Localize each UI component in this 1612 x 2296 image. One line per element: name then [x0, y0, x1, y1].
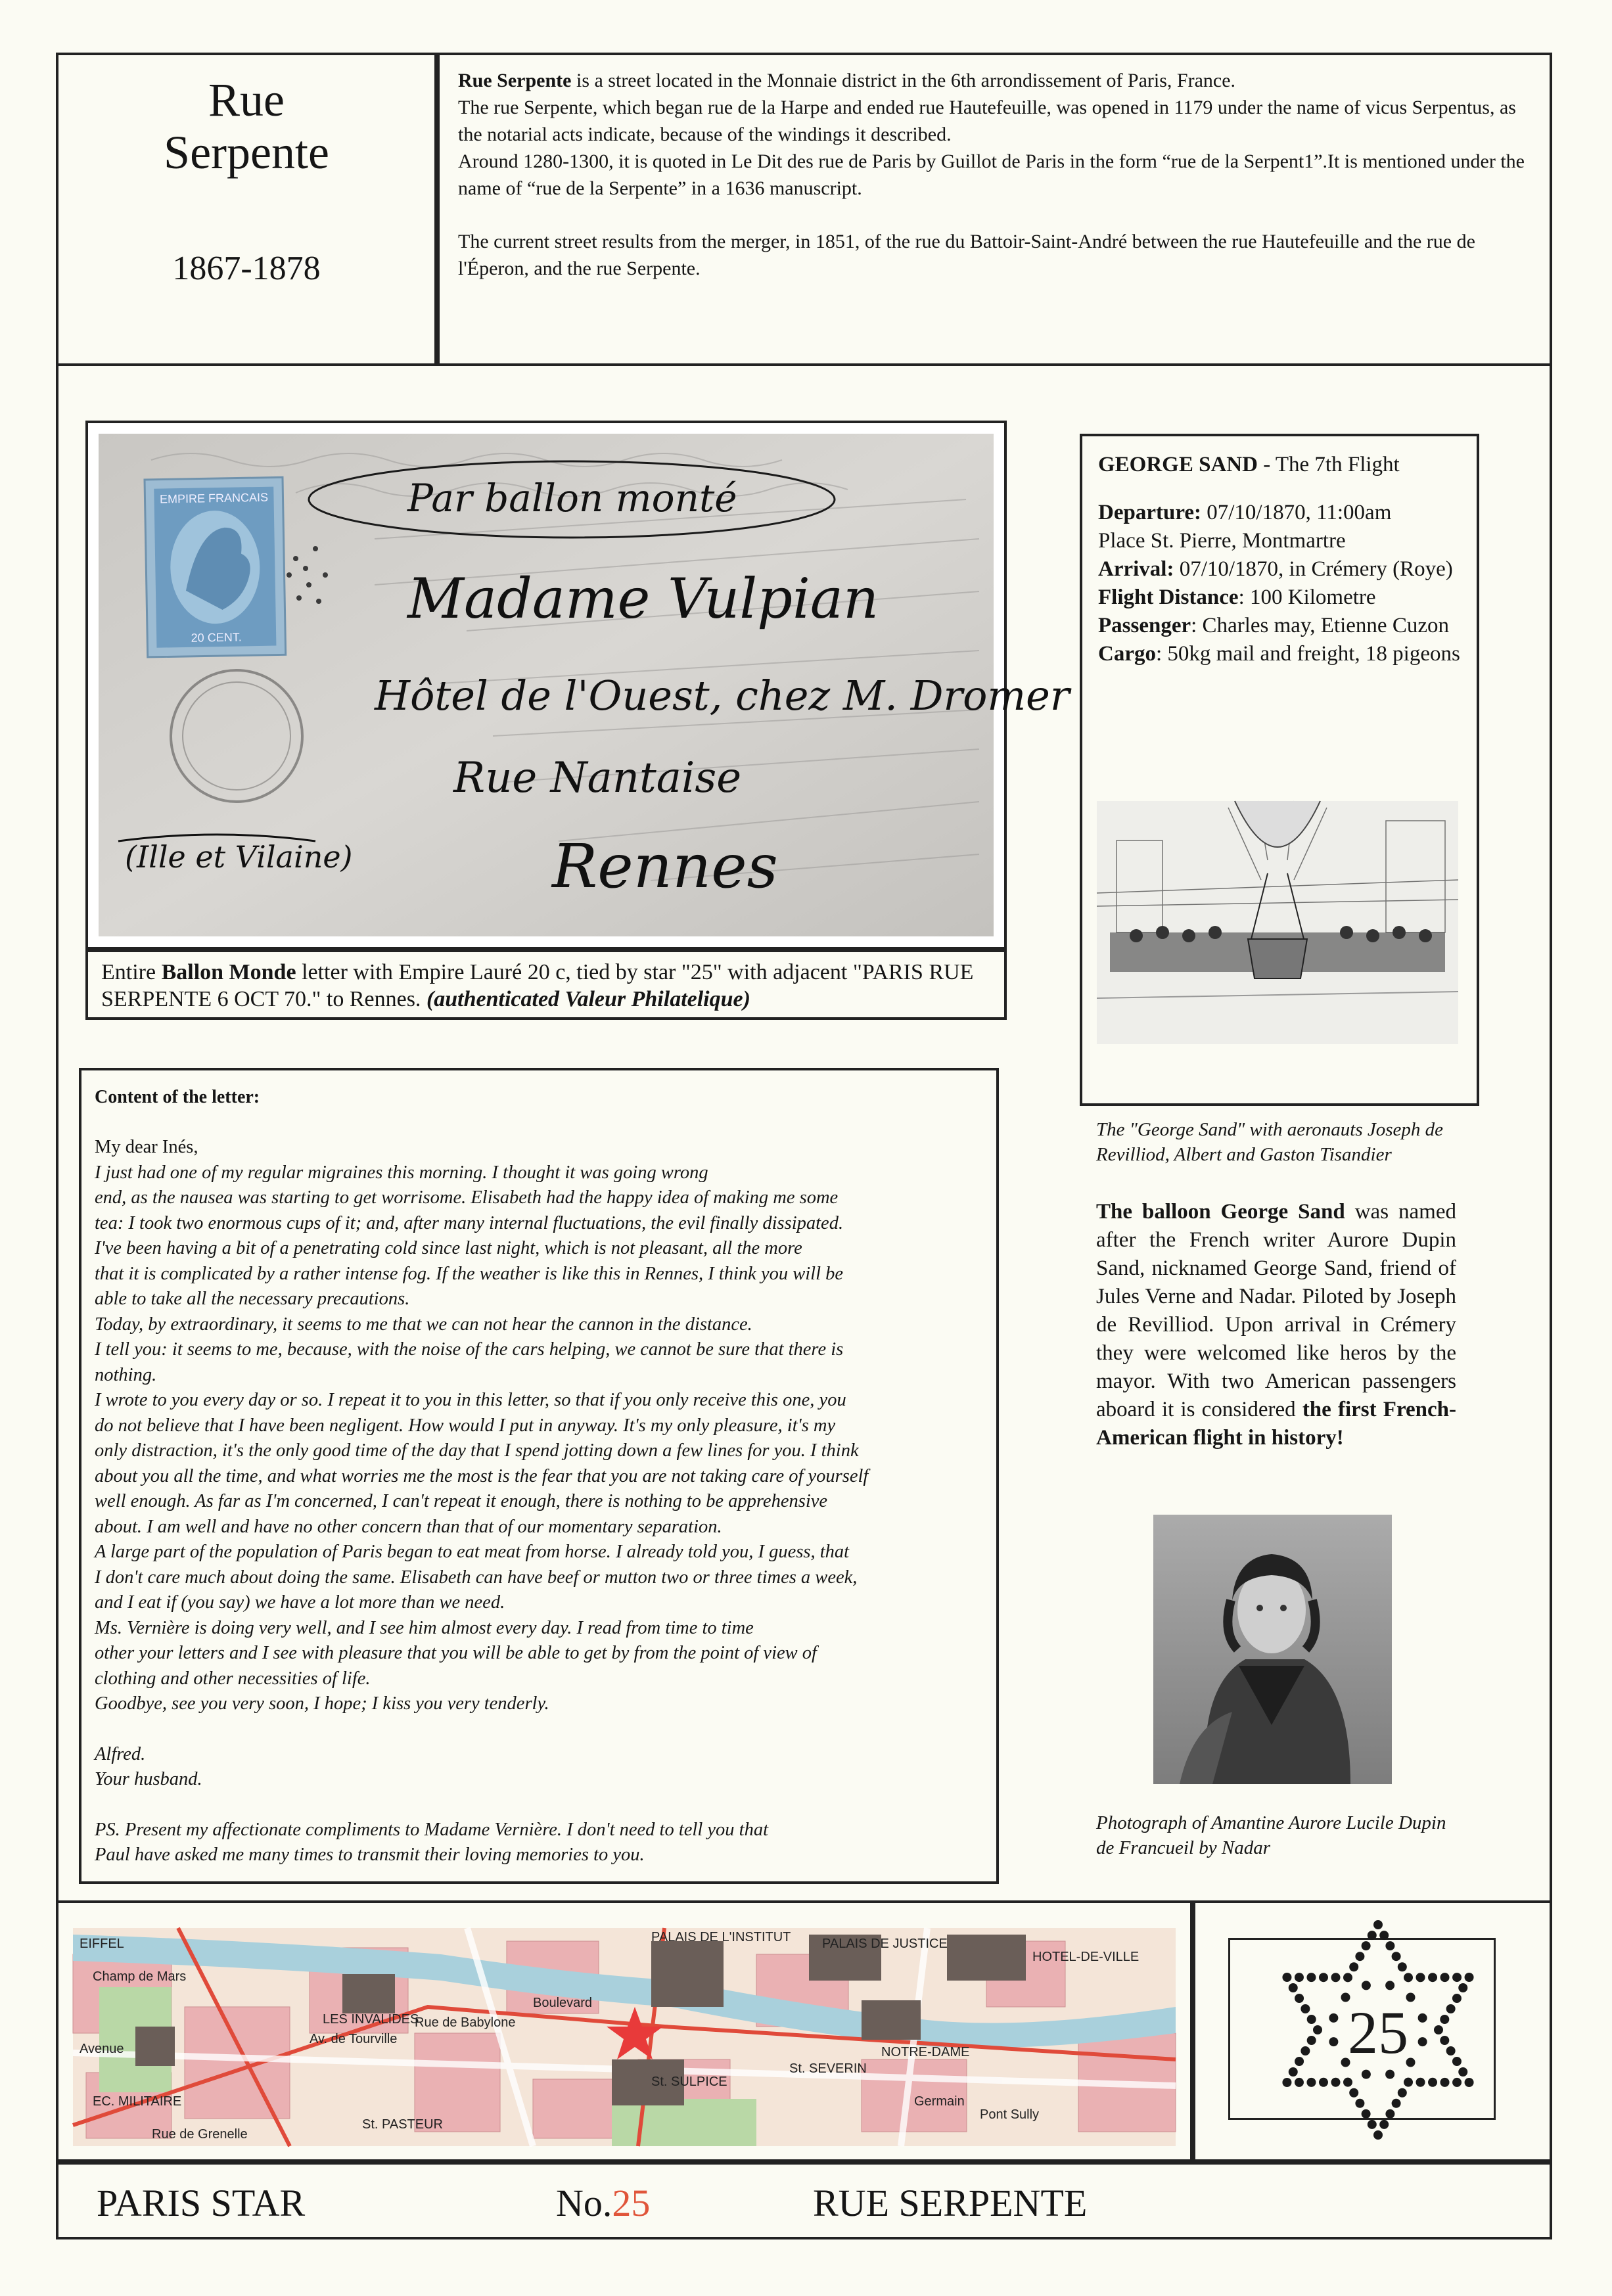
- star-dot: [1368, 2120, 1377, 2129]
- svg-text:St. PASTEUR: St. PASTEUR: [362, 2117, 443, 2132]
- star-dot: [1289, 2067, 1298, 2077]
- svg-text:EC. MILITAIRE: EC. MILITAIRE: [93, 2094, 182, 2109]
- svg-text:Par ballon monté: Par ballon monté: [407, 476, 737, 520]
- svg-text:HOTEL-DE-VILLE: HOTEL-DE-VILLE: [1032, 1950, 1140, 1964]
- star-dot: [1392, 2099, 1401, 2108]
- star-dot: [1452, 1994, 1462, 2003]
- intro-para-3: Around 1280-1300, it is quoted in Le Dit des rue de Paris by Guillot de Paris in the form “rue de la Serpent1”.It is mentioned under the name of “rue de la Serpente” in a 1636 manuscript.: [458, 150, 1525, 199]
- footer-number-value: 25: [612, 2182, 651, 2224]
- title-line-2: Serpente: [164, 126, 329, 179]
- star-dot: [1368, 1931, 1377, 1940]
- star-dot: [1307, 2015, 1316, 2024]
- star-dot: [1452, 2078, 1462, 2087]
- flight-cargo: Cargo: 50kg mail and freight, 18 pigeons: [1098, 642, 1460, 666]
- footer-bar: [56, 2162, 1552, 2239]
- star-dot: [1331, 2078, 1340, 2087]
- flight-info-box: [1080, 434, 1479, 1106]
- envelope-frame: [85, 421, 1070, 950]
- star-dot: [1355, 1952, 1364, 1961]
- footer-right: RUE SERPENTE: [813, 2182, 1088, 2224]
- svg-text:St. SEVERIN: St. SEVERIN: [789, 2061, 867, 2076]
- star-dot: [1458, 1983, 1467, 1992]
- stamp-icon: [145, 477, 286, 657]
- star-dot: [1289, 1983, 1298, 1992]
- intro-para-4: The current street results from the merger, in 1851, of the rue du Battoir-Saint-André between the rue Hautefeuille and the rue de l'Éperon, and the rue Serpente.: [458, 231, 1475, 279]
- star-dot: [1440, 1973, 1450, 1982]
- svg-text:EMPIRE FRANCAIS: EMPIRE FRANCAIS: [159, 490, 269, 506]
- letter-ps-2: Paul have asked me many times to transmit their loving memories to you.: [95, 1845, 645, 1865]
- footer-number: No.25: [556, 2182, 651, 2224]
- intro-street-name: Rue Serpente: [458, 70, 572, 91]
- star-dot: [1295, 1994, 1304, 2003]
- star-dot: [1440, 2015, 1449, 2024]
- star-cancel-icon: [1270, 1918, 1486, 2142]
- star-dot: [1319, 2078, 1328, 2087]
- svg-text:Rennes: Rennes: [552, 831, 778, 902]
- star-dot: [1331, 1973, 1340, 1982]
- star-dot: [1416, 2078, 1425, 2087]
- star-dot: [1446, 2046, 1456, 2055]
- george-sand-portrait: [1153, 1515, 1392, 1784]
- svg-text:Madame Vulpian: Madame Vulpian: [407, 566, 879, 631]
- star-dot: [1440, 2078, 1450, 2087]
- svg-text:Boulevard: Boulevard: [533, 1996, 593, 2010]
- envelope-image: [99, 434, 1070, 936]
- svg-text:Rue de Babylone: Rue de Babylone: [415, 2015, 516, 2030]
- letter-body: I just had one of my regular migraines this morning. I thought it was going wrong end, as the nausea was starting to get worrisome. Elisabeth had the happy idea of making me some tea: I took two enormous cups of it; and, after many internal fluctuations, the evil finally dissipated. I've been having a bit of a penetrating cold since last night, which is not pleasant, all the more that it is complicated by a rather intense fog. If the weather is like this in Rennes, I think you will be able to take all the necessary precautions. Today, by extraordinary, it seems to me that we can not hear the cannon in the distance. I tell you: it seems to me, because, with the noise of the cars helping, we cannot be sure that there is nothing. I wrote to you every day or so. I repeat it to you in this letter, so that if you only receive this one, you do not believe that I have been negligent. How would I put in anyway. It's my only pleasure, it's my only distraction, it's the only good time of the day that I spend jotting down a few lines for you. I think about you all the time, and what worries me the most is the fear that you are not taking care of yourself well enough. As far as I'm concerned, I can't repeat it enough, there is nothing to be apprehensive about. I am well and have no other concern than that of our momentary separation. A large part of the population of Paris began to eat meat from horse. I already told you, I guess, that I don't care much about doing the same. Elisabeth can have beef or mutton two or three times a week, and I eat if (you say) we have a lot more than we need. Ms. Vernière is doing very well, and I see him almost every day. I read from time to time other your letters and I see with pleasure that you will be able to get by from the point of view of clothing and other necessities of life. Goodbye, see you very soon, I hope; I kiss you very tenderly.: [95, 1162, 869, 1714]
- svg-text:(Ille et Vilaine): (Ille et Vilaine): [125, 839, 353, 875]
- star-dot: [1319, 1973, 1328, 1982]
- intro-box: [437, 53, 1552, 366]
- star-dot: [1306, 2078, 1316, 2087]
- star-dot: [1329, 2037, 1338, 2046]
- flight-departure-place: Place St. Pierre, Montmartre: [1098, 529, 1346, 553]
- star-dot: [1418, 2037, 1427, 2046]
- star-dot: [1301, 2046, 1310, 2055]
- svg-text:Av. de Tourville: Av. de Tourville: [310, 2032, 398, 2046]
- date-range: 1867-1878: [172, 250, 321, 287]
- star-dot: [1379, 1931, 1389, 1940]
- star-dot: [1349, 1962, 1358, 1971]
- svg-text:Rue de Grenelle: Rue de Grenelle: [152, 2127, 248, 2142]
- svg-text:PALAIS DE JUSTICE: PALAIS DE JUSTICE: [822, 1937, 948, 1951]
- star-dot: [1385, 1941, 1394, 1950]
- svg-text:Hôtel de l'Ouest, chez M. Drom: Hôtel de l'Ouest, chez M. Dromer: [375, 672, 1070, 720]
- star-dot: [1373, 1920, 1383, 1929]
- svg-text:PALAIS DE L'INSTITUT: PALAIS DE L'INSTITUT: [651, 1930, 791, 1944]
- letter-salutation: My dear Inés,: [95, 1137, 198, 1157]
- footer-left: PARIS STAR: [97, 2182, 306, 2224]
- star-dot: [1452, 2057, 1462, 2066]
- svg-text:25: 25: [1348, 1999, 1408, 2066]
- star-dot: [1418, 2013, 1427, 2023]
- svg-text:Champ de Mars: Champ de Mars: [93, 1969, 187, 1984]
- flight-passenger: Passenger: Charles may, Etienne Cuzon: [1098, 614, 1449, 637]
- star-dot: [1465, 2078, 1474, 2087]
- flight-title: GEORGE SAND - The 7th Flight: [1098, 453, 1400, 476]
- title-box: [56, 53, 437, 366]
- star-dot: [1404, 1973, 1413, 1982]
- star-dot: [1355, 2099, 1364, 2108]
- star-dot: [1307, 2036, 1316, 2045]
- intro-para-2: The rue Serpente, which began rue de la Harpe and ended rue Hautefeuille, was opened in 1179 under the name of vicus Serpentus, as the notarial acts indicate, because of the windings it described.: [458, 97, 1516, 145]
- star-dot: [1362, 2109, 1371, 2119]
- star-dot: [1458, 2067, 1467, 2077]
- svg-text:Rue Nantaise: Rue Nantaise: [453, 754, 742, 802]
- balloon-engraving-image: [1097, 801, 1458, 1044]
- balloon-story: The balloon George Sand was named after the French writer Aurore Dupin Sand, nicknamed George Sand, friend of Jules Verne and Nadar. Piloted by Joseph de Revilliod. Upon arrival in Crémery they were welcomed like heros by the mayor. With two American passengers aboard it is considered the first French-American flight in history!: [1096, 1200, 1457, 1450]
- svg-text:Pont Sully: Pont Sully: [980, 2107, 1040, 2122]
- svg-text:Avenue: Avenue: [80, 2042, 124, 2056]
- star-dot: [1440, 2036, 1449, 2045]
- star-dot: [1434, 2025, 1443, 2034]
- page-title: [58, 74, 434, 179]
- star-dot: [1385, 1981, 1394, 1990]
- title-line-1: Rue: [208, 74, 285, 126]
- envelope-caption: Entire Ballon Monde letter with Empire Lauré 20 c, tied by star "25" with adjacent "PARIS RUE SERPENTE 6 OCT 70." to Rennes. (authenticated Valeur Philatelique): [85, 950, 1007, 1020]
- star-dot: [1349, 2088, 1358, 2098]
- svg-text:Germain: Germain: [914, 2094, 965, 2109]
- intro-para-1: Rue Serpente is a street located in the Monnaie district in the 6th arrondissement of Paris, France.: [458, 70, 1236, 91]
- flight-arrival: Arrival: 07/10/1870, in Crémery (Roye): [1098, 557, 1453, 581]
- star-dot: [1295, 1973, 1304, 1982]
- letter-ps-1: PS. Present my affectionate compliments to Madame Vernière. I don't need to tell you that: [95, 1819, 768, 1840]
- balloon-caption: The "George Sand" with aeronauts Joseph de Revilliod, Albert and Gaston Tisandier: [1096, 1119, 1444, 1165]
- map-box: [56, 1900, 1193, 2162]
- star-dot: [1416, 1973, 1425, 1982]
- star-dot: [1452, 1973, 1462, 1982]
- svg-text:NOTRE-DAME: NOTRE-DAME: [881, 2045, 970, 2059]
- paris-map-image: [73, 1928, 1176, 2146]
- star-dot: [1295, 2078, 1304, 2087]
- star-dot: [1306, 1973, 1316, 1982]
- star-dot: [1282, 1973, 1291, 1982]
- letter-signoff: Alfred.: [95, 1743, 146, 1764]
- svg-text:LES INVALIDES: LES INVALIDES: [323, 2012, 419, 2027]
- star-dot: [1343, 1973, 1352, 1982]
- star-dot: [1385, 2070, 1394, 2079]
- flight-departure: Departure: 07/10/1870, 11:00am: [1098, 501, 1392, 524]
- star-dot: [1385, 2109, 1394, 2119]
- star-dot: [1282, 2078, 1291, 2087]
- letter-heading: Content of the letter:: [95, 1087, 260, 1107]
- star-dot: [1465, 1973, 1474, 1982]
- svg-text:St. SULPICE: St. SULPICE: [651, 2075, 727, 2089]
- star-dot: [1373, 2130, 1383, 2140]
- star-dot: [1398, 1962, 1407, 1971]
- star-dot: [1379, 2120, 1389, 2129]
- star-dot: [1362, 2070, 1371, 2079]
- star-cancel-box: [1193, 1900, 1552, 2162]
- letter-signature: Your husband.: [95, 1769, 202, 1789]
- portrait-caption: Photograph of Amantine Aurore Lucile Dupin de Francueil by Nadar: [1096, 1812, 1446, 1858]
- star-dot: [1428, 2078, 1437, 2087]
- star-dot: [1313, 2025, 1322, 2034]
- star-dot: [1343, 2078, 1352, 2087]
- letter-box: [79, 1068, 999, 1884]
- star-dot: [1301, 2004, 1310, 2013]
- star-dot: [1428, 1973, 1437, 1982]
- star-dot: [1404, 2078, 1413, 2087]
- star-dot: [1398, 2088, 1407, 2098]
- star-dot: [1295, 2057, 1304, 2066]
- star-dot: [1329, 2013, 1338, 2023]
- svg-text:20 CENT.: 20 CENT.: [191, 630, 242, 645]
- star-dot: [1362, 1941, 1371, 1950]
- svg-text:EIFFEL: EIFFEL: [80, 1937, 124, 1951]
- star-dot: [1446, 2004, 1456, 2013]
- star-dot: [1362, 1981, 1371, 1990]
- star-dot: [1392, 1952, 1401, 1961]
- flight-distance: Flight Distance: 100 Kilometre: [1098, 585, 1376, 609]
